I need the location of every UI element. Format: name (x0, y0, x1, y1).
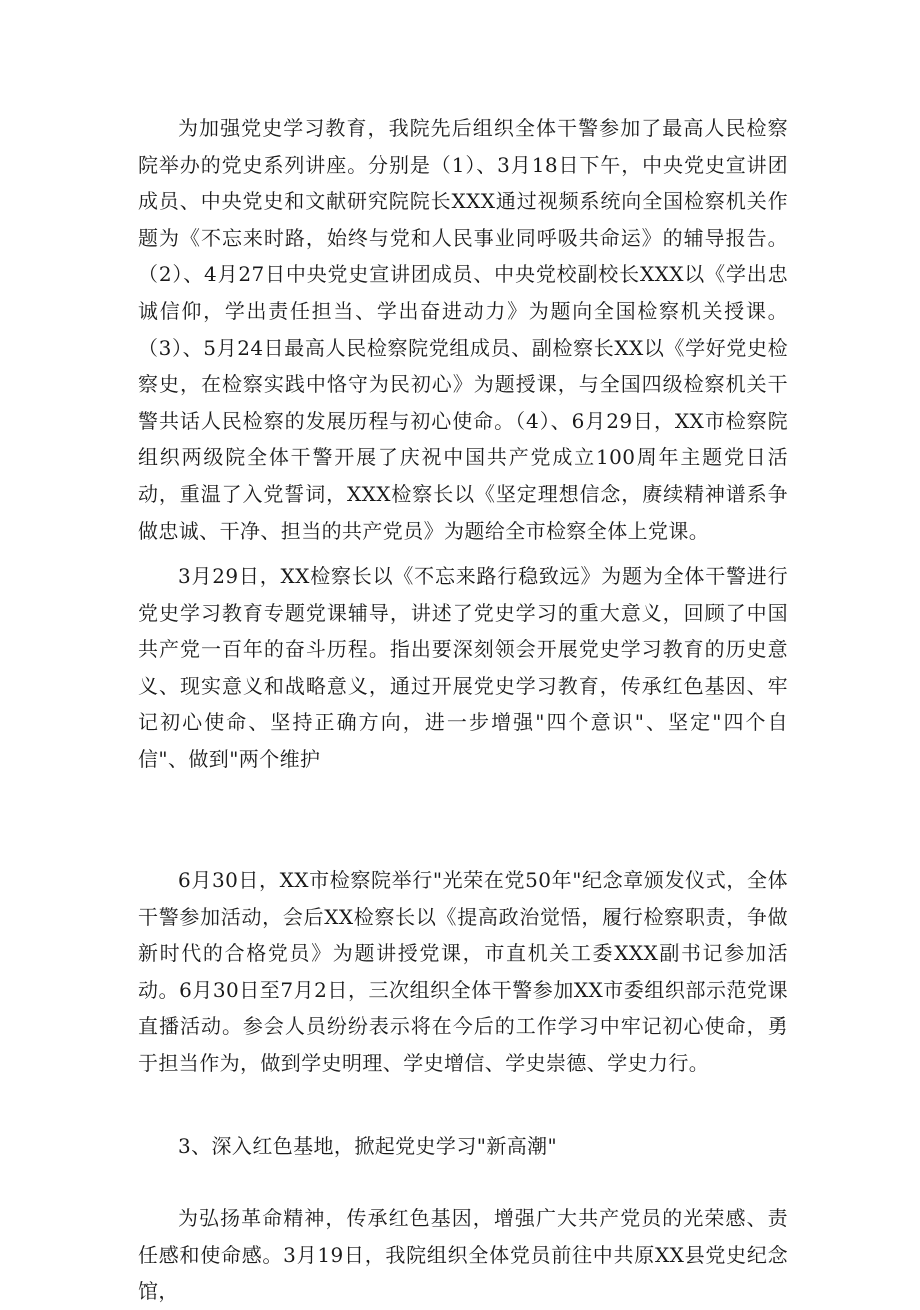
paragraph-commemorative-medal-ceremony: 6月30日，XX市检察院举行"光荣在党50年"纪念章颁发仪式，全体干警参加活动，会后XX检察长以《提高政治觉悟，履行检察职责，争做新时代的合格党员》为题讲授党课，市直机关工委XXX副书记参加活动。6月30日至7月2日，三次组织全体干警参加XX市委组织部示范党课直播活动。参会人员纷纷表示将在今后的工作学习中牢记初心使命，勇于担当作为，做到学史明理、学史增信、学史崇德、学史力行。 (138, 868, 788, 1075)
paragraph-special-party-lesson: 3月29日，XX检察长以《不忘来路行稳致远》为题为全体干警进行党史学习教育专题党课辅导，讲述了党史学习的重大意义，回顾了中国共产党一百年的奋斗历程。指出要深刻领会开展党史学习教育的历史意义、现实意义和战略意义，通过开展党史学习教育，传承红色基因、牢记初心使命、坚持正确方向，进一步增强"四个意识"、坚定"四个自信"、做到"两个维护 (138, 564, 788, 771)
paragraph-party-history-lectures: 为加强党史学习教育，我院先后组织全体干警参加了最高人民检察院举办的党史系列讲座。分别是（1）、3月18日下午，中央党史宣讲团成员、中央党史和文献研究院院长XXX通过视频系统向全国检察机关作题为《不忘来时路，始终与党和人民事业同呼吸共命运》的辅导报告。（2）、4月27日中央党史宣讲团成员、中央党校副校长XXX以《学出忠诚信仰，学出责任担当、学出奋进动力》为题向全国检察机关授课。（3）、5月24日最高人民检察院党组成员、副检察长XX以《学好党史检察史，在检察实践中恪守为民初心》为题授课，与全国四级检察机关干警共话人民检察的发展历程与初心使命。（4）、6月29日，XX市检察院组织两级院全体干警开展了庆祝中国共产党成立100周年主题党日活动，重温了入党誓词，XXX检察长以《坚定理想信念，赓续精神谱系争做忠诚、干净、担当的共产党员》为题给全市检察全体上党课。 (138, 116, 788, 543)
paragraph-revolutionary-spirit: 为弘扬革命精神，传承红色基因，增强广大共产党员的光荣感、责任感和使命感。3月19日，我院组织全体党员前往中共原XX县党史纪念馆， (138, 1206, 788, 1304)
section-heading-red-base: 3、深入红色基地，掀起党史学习"新高潮" (178, 1134, 558, 1158)
